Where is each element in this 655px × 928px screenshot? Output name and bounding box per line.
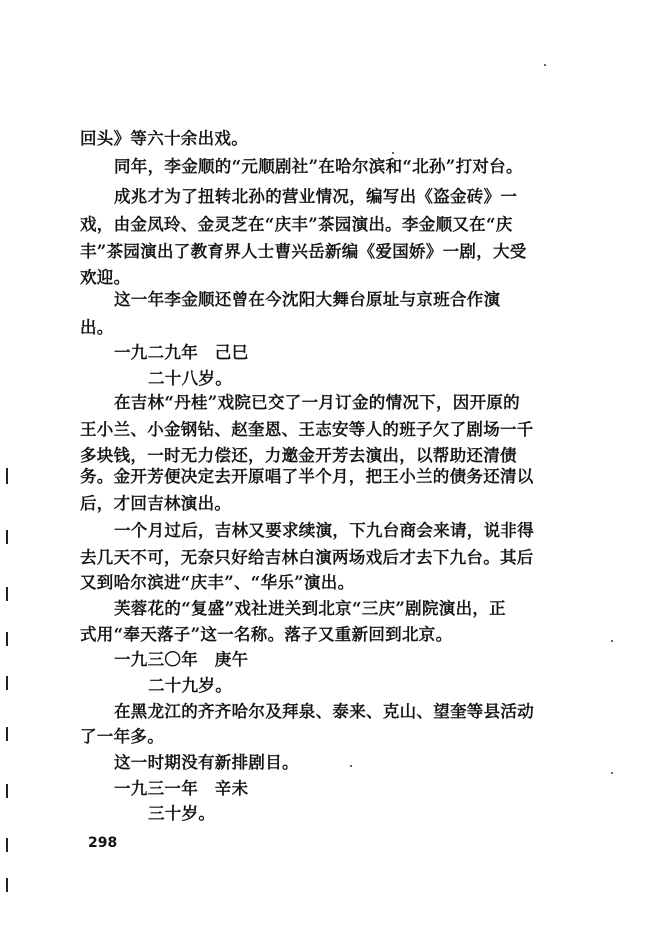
text-line: 成兆才为了扭转北孙的营业情况，编写出《盗金砖》一 <box>114 187 518 206</box>
scan-margin-mark <box>6 784 8 798</box>
scan-margin-mark <box>6 878 8 892</box>
text-line: 务。金开芳便决定去开原唱了半个月，把王小兰的债务还清以 <box>80 467 534 486</box>
scan-margin-mark <box>6 727 8 741</box>
scan-speck <box>611 772 613 774</box>
scan-margin-mark <box>6 530 8 544</box>
text-line: 出。 <box>80 318 114 337</box>
text-line: 戏，由金凤玲、金灵芝在“庆丰”茶园演出。李金顺又在“庆 <box>80 215 513 234</box>
scan-margin-mark <box>6 587 8 601</box>
year-heading: 一九三一年 辛未 <box>114 779 249 798</box>
text-line: 同年，李金顺的“元顺剧社”在哈尔滨和“北孙”打对台。 <box>114 157 523 176</box>
scan-speck <box>350 765 352 767</box>
text-line: 式用“奉天落子”这一名称。落子又重新回到北京。 <box>80 625 453 644</box>
scan-speck <box>544 64 546 66</box>
page-number: 298 <box>88 835 118 851</box>
text-line: 芙蓉花的“复盛”戏社进关到北京“三庆”剧院演出，正 <box>114 599 506 618</box>
scan-margin-mark <box>6 676 8 690</box>
age-line: 二十九岁。 <box>148 676 232 695</box>
scan-margin-mark <box>6 468 8 484</box>
age-line: 三十岁。 <box>148 804 216 823</box>
text-line: 去几天不可，无奈只好给吉林白演两场戏后才去下九台。其后 <box>80 548 534 567</box>
text-line: 回头》等六十余出戏。 <box>80 129 248 148</box>
text-line: 欢迎。 <box>80 268 131 287</box>
text-line: 这一时期没有新排剧目。 <box>114 753 299 772</box>
year-heading: 一九二九年 己巳 <box>114 343 249 362</box>
text-line: 多块钱，一时无力偿还，力邀金开芳去演出，以帮助还清债 <box>80 446 517 465</box>
text-line: 又到哈尔滨进“庆丰”、“华乐”演出。 <box>80 573 355 592</box>
text-line: 在黑龙江的齐齐哈尔及拜泉、泰来、克山、望奎等县活动 <box>114 702 534 721</box>
text-line: 一个月过后，吉林又要求续演，下九台商会来请，说非得 <box>114 521 534 540</box>
year-heading: 一九三〇年 庚午 <box>114 650 249 669</box>
text-line: 在吉林“丹桂”戏院已交了一月订金的情况下，因开原的 <box>114 393 520 412</box>
text-line: 后，才回吉林演出。 <box>80 494 232 513</box>
scan-speck <box>392 152 394 154</box>
scan-margin-mark <box>6 632 8 646</box>
text-line: 了一年多。 <box>80 727 164 746</box>
text-line: 这一年李金顺还曾在今沈阳大舞台原址与京班合作演 <box>114 290 501 309</box>
text-line: 王小兰、小金钢钻、赵奎恩、王志安等人的班子欠了剧场一千 <box>80 420 534 439</box>
scan-speck <box>611 640 613 642</box>
scan-margin-mark <box>6 838 8 852</box>
text-line: 丰”茶园演出了教育界人士曹兴岳新编《爱国娇》一剧，大受 <box>80 242 527 261</box>
age-line: 二十八岁。 <box>148 369 232 388</box>
